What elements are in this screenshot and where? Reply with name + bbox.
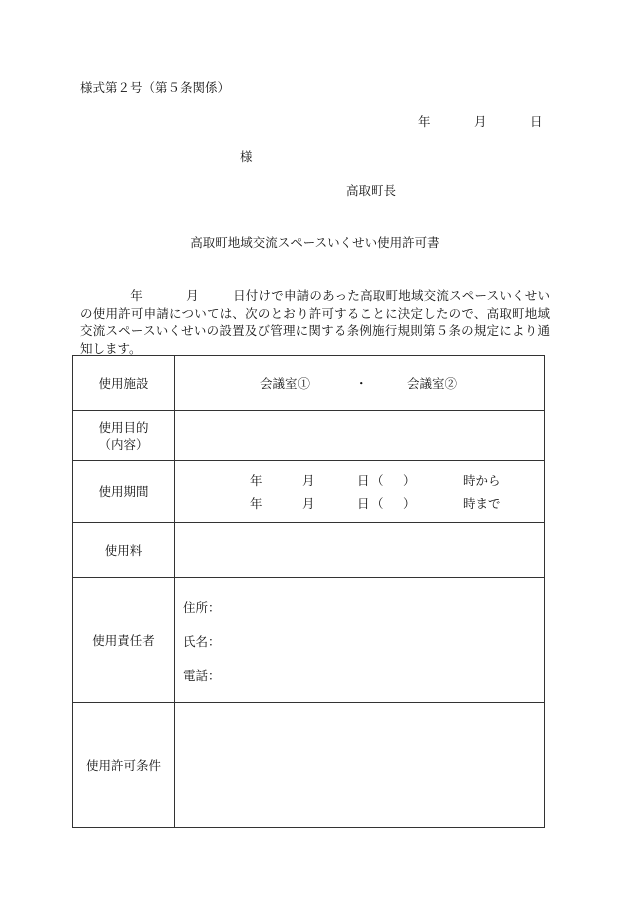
permit-table xyxy=(72,355,545,828)
responsible-name-label: 氏名： xyxy=(183,634,221,649)
period-start-day: 日 xyxy=(357,473,370,488)
period-label: 使用期間 xyxy=(73,461,175,523)
date-month: 月 xyxy=(474,114,487,129)
body-month: 月 xyxy=(185,288,199,303)
facility-separator: ・ xyxy=(355,376,368,391)
row-conditions xyxy=(73,703,545,828)
period-start-suffix: 時から xyxy=(463,473,501,488)
date-day: 日 xyxy=(530,114,543,129)
facility-label: 使用施設 xyxy=(73,356,175,411)
facility-option-1: 会議室① xyxy=(260,376,311,391)
period-value xyxy=(175,461,545,523)
purpose-label-line1: 使用目的 xyxy=(98,419,149,435)
facility-value xyxy=(175,356,545,411)
period-start-month: 月 xyxy=(302,473,315,488)
body-first-line: 日付けで申請のあった高取町地域交流スペースいく xyxy=(232,288,525,303)
row-facility xyxy=(73,356,545,411)
conditions-value xyxy=(175,703,545,828)
conditions-label: 使用許可条件 xyxy=(73,703,175,828)
period-end-paren-open: （ xyxy=(371,496,384,511)
period-end-day: 日 xyxy=(357,496,370,511)
purpose-value xyxy=(175,411,545,461)
form-number: 様式第２号（第５条関係） xyxy=(80,80,231,95)
issuer: 高取町長 xyxy=(346,183,397,198)
row-period xyxy=(73,461,545,523)
date-line xyxy=(418,114,543,130)
responsible-label: 使用責任者 xyxy=(73,578,175,703)
responsible-phone-label: 電話： xyxy=(183,668,221,683)
responsible-address-label: 住所： xyxy=(183,600,221,615)
period-end-month: 月 xyxy=(302,496,315,511)
body-text xyxy=(80,287,550,357)
responsible-value xyxy=(175,578,545,703)
document-title: 高取町地域交流スペースいくせい使用許可書 xyxy=(190,235,440,250)
addressee-suffix: 様 xyxy=(240,149,253,164)
period-start-paren-open: （ xyxy=(371,473,384,488)
fee-value xyxy=(175,523,545,578)
purpose-label xyxy=(73,411,175,461)
row-fee xyxy=(73,523,545,578)
body-year: 年 xyxy=(130,288,143,303)
date-year: 年 xyxy=(418,114,431,129)
fee-label: 使用料 xyxy=(73,523,175,578)
period-end-year: 年 xyxy=(250,496,263,511)
purpose-label-line2: （内容） xyxy=(98,436,149,452)
facility-option-2: 会議室② xyxy=(407,376,458,391)
body-rest: せいの使用許可申請については、次のとおり許可することに決定したので、高取町地域交流スペースいくせいの設置及び管理に関する条例施行規則第５条の規定により通知します。 xyxy=(80,288,550,356)
period-end-suffix: 時まで xyxy=(463,496,501,511)
period-start-paren-close: ） xyxy=(403,473,416,488)
period-end-paren-close: ） xyxy=(403,496,416,511)
row-responsible xyxy=(73,578,545,703)
row-purpose xyxy=(73,411,545,461)
period-start-year: 年 xyxy=(250,473,263,488)
